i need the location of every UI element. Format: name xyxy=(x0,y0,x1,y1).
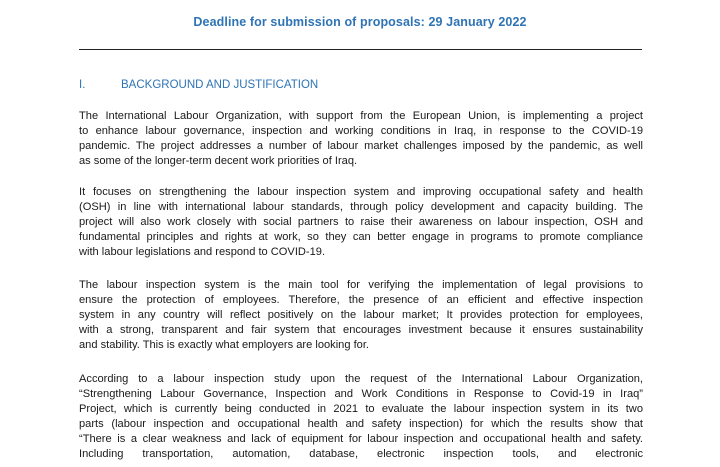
paragraph-line: According to a labour inspection study upon the request of the International Labour Organization, xyxy=(79,373,643,385)
paragraph-line: Including transportation, automation, database, electronic inspection tools, and electronic xyxy=(79,448,643,460)
paragraph-line: “Strengthening Labour Governance, Inspection and Work Conditions in Response to Covid-19 in Iraq” xyxy=(79,388,643,400)
section-number: I. xyxy=(79,79,86,91)
section-heading xyxy=(79,79,318,91)
paragraph-line: The labour inspection system is the main tool for verifying the implementation of legal provisions to xyxy=(79,279,643,291)
paragraph-2 xyxy=(79,185,643,260)
paragraph-3 xyxy=(79,278,643,353)
paragraph-line: with labour legislations and respond to COVID-19. xyxy=(79,246,326,258)
paragraph-line: “There is a clear weakness and lack of equipment for labour inspection and occupational health and safety. xyxy=(79,433,643,445)
paragraph-line: pandemic. The project addresses a number of labour market challenges imposed by the pandemic, as well xyxy=(79,140,643,152)
paragraph-line: and stability. This is exactly what employers are looking for. xyxy=(79,339,370,351)
paragraph-line: with a strong, transparent and fair system that encourages investment because it ensures sustainability xyxy=(79,324,643,336)
paragraph-line: fundamental principles and rights at work, so they can better engage in programs to promote compliance xyxy=(79,231,643,243)
paragraph-line: to enhance labour governance, inspection and working conditions in Iraq, in response to the COVID-19 xyxy=(79,125,643,137)
paragraph-line: It focuses on strengthening the labour inspection system and improving occupational safety and health xyxy=(79,186,643,198)
paragraph-line: (OSH) in line with international labour standards, through policy development and capacity building. The xyxy=(79,201,643,213)
paragraph-line: system in any country will reflect positively on the labour market; It provides protection for employees, xyxy=(79,309,643,321)
paragraph-1 xyxy=(79,109,643,169)
deadline-notice: Deadline for submission of proposals: 29 January 2022 xyxy=(193,15,527,29)
paragraph-line: Project, which is currently being conducted in 2021 to evaluate the labour inspection system in its two xyxy=(79,403,643,415)
paragraph-4 xyxy=(79,372,643,462)
paragraph-line: parts (labour inspection and occupational health and safety inspection) for which the results show that xyxy=(79,418,643,430)
section-title: BACKGROUND AND JUSTIFICATION xyxy=(121,79,319,91)
paragraph-line: project will also work closely with social partners to raise their awareness on labour inspection, OSH and xyxy=(79,216,643,228)
paragraph-line: as some of the longer-term decent work priorities of Iraq. xyxy=(79,155,358,167)
horizontal-divider xyxy=(79,49,642,50)
paragraph-line: ensure the protection of employees. Therefore, the presence of an efficient and effective inspection xyxy=(79,294,643,306)
paragraph-line: The International Labour Organization, with support from the European Union, is implementing a project xyxy=(79,110,643,122)
